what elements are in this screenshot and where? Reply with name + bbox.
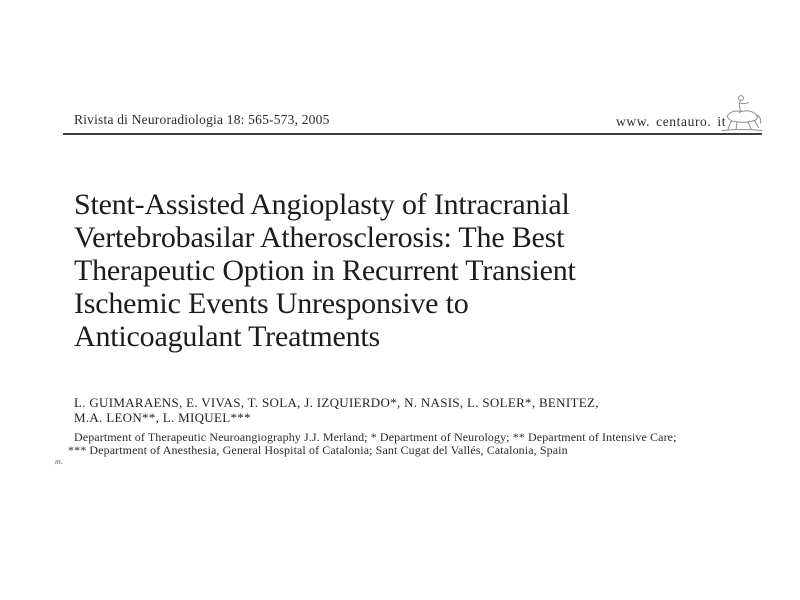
journal-website-url: www. centauro. it [616, 114, 727, 129]
author-list [74, 396, 599, 425]
article-title-line: Vertebrobasilar Atherosclerosis: The Best [74, 221, 565, 254]
author-line: L. GUIMARAENS, E. VIVAS, T. SOLA, J. IZQUIERDO*, N. NASIS, L. SOLER*, BENITEZ, [74, 395, 599, 410]
article-title-line: Anticoagulant Treatments [74, 320, 380, 353]
journal-citation: Rivista di Neuroradiologia 18: 565-573, 2005 [74, 112, 330, 127]
affiliation-list [68, 430, 677, 457]
article-title-line: Stent-Assisted Angioplasty of Intracranial [74, 188, 570, 221]
centaur-logo-icon [714, 92, 768, 134]
affiliation-line: Department of Therapeutic Neuroangiography J.J. Merland; * Department of Neurology; ** Department of Intensive Care; [74, 430, 677, 444]
article-title [74, 188, 576, 353]
stray-margin-mark: m. [54, 456, 64, 467]
article-title-line: Ischemic Events Unresponsive to [74, 287, 469, 320]
header-divider-rule [63, 133, 762, 135]
affiliation-line: *** Department of Anesthesia, General Hospital of Catalonia; Sant Cugat del Vallés, Catalonia, Spain [68, 443, 568, 457]
author-line: M.A. LEON**, L. MIQUEL*** [74, 409, 251, 425]
article-title-line: Therapeutic Option in Recurrent Transient [74, 254, 576, 287]
